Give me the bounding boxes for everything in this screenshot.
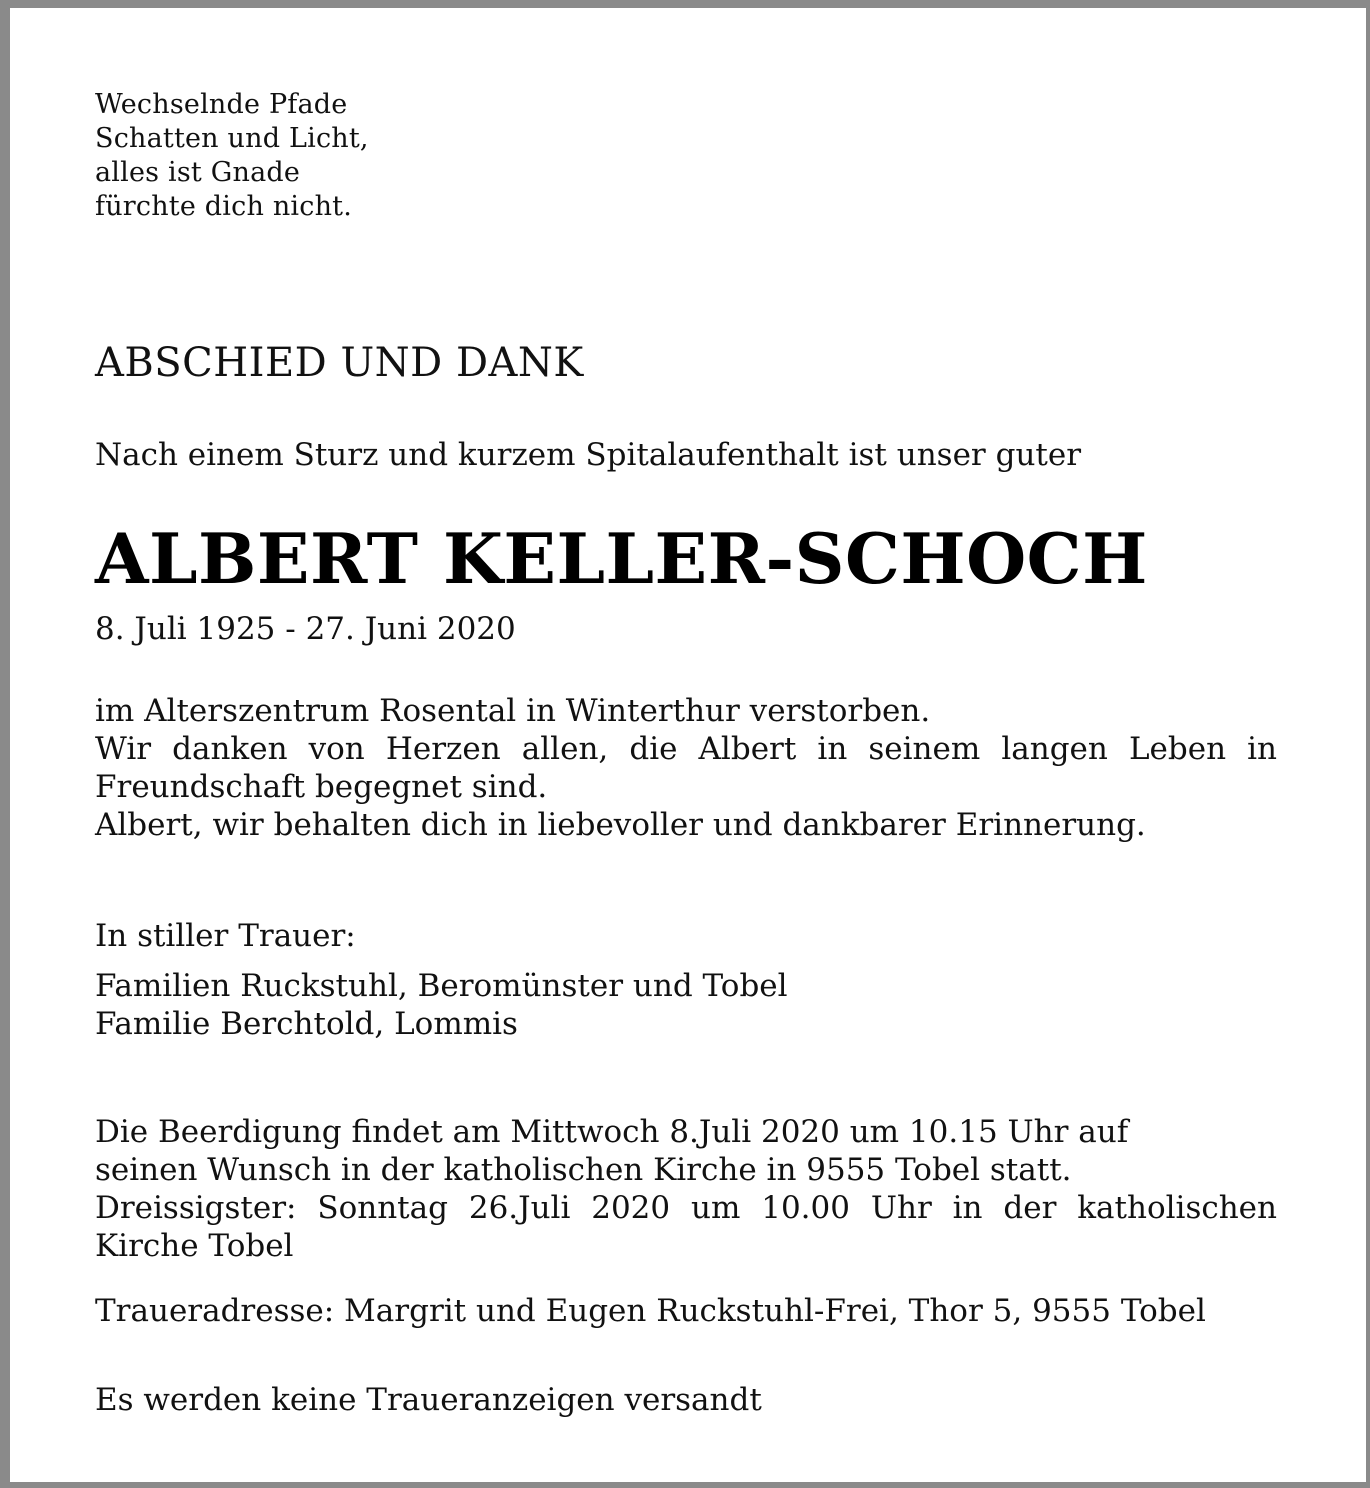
paragraph-line: im Alterszentrum Rosental in Winterthur verstorben. — [95, 693, 931, 729]
mourning-address: Traueradresse: Margrit und Eugen Ruckstuhl-Frei, Thor 5, 9555 Tobel — [95, 1293, 1206, 1329]
death-paragraph — [95, 692, 1277, 844]
poem-line: alles ist Gnade — [95, 157, 301, 188]
poem-line: fürchte dich nicht. — [95, 191, 352, 222]
poem-line: Wechselnde Pfade — [95, 89, 348, 120]
farewell-heading: ABSCHIED UND DANK — [95, 340, 584, 386]
families-list — [95, 967, 1277, 1043]
paragraph-line: seinen Wunsch in der katholischen Kirche in 9555 Tobel statt. — [95, 1152, 1072, 1188]
paragraph-line: Wir danken von Herzen allen, die Albert in seinem langen Leben in — [95, 731, 1277, 767]
paragraph-line: Albert, wir behalten dich in liebevoller und dankbarer Erinnerung. — [95, 807, 1146, 843]
paragraph-line: Die Beerdigung findet am Mittwoch 8.Juli 2020 um 10.15 Uhr auf — [95, 1114, 1129, 1150]
paragraph-line: Kirche Tobel — [95, 1228, 294, 1264]
paragraph-line: Dreissigster: Sonntag 26.Juli 2020 um 10.00 Uhr in der katholischen — [95, 1190, 1277, 1226]
intro-text: Nach einem Sturz und kurzem Spitalaufenthalt ist unser guter — [95, 437, 1082, 473]
mourning-label: In stiller Trauer: — [95, 918, 356, 954]
funeral-paragraph — [95, 1113, 1277, 1265]
poem-line: Schatten und Licht, — [95, 123, 369, 154]
deceased-name: ALBERT KELLER-SCHOCH — [95, 519, 1148, 600]
life-dates: 8. Juli 1925 - 27. Juni 2020 — [95, 611, 516, 647]
paragraph-line: Freundschaft begegnet sind. — [95, 769, 548, 805]
poem — [95, 88, 369, 224]
closing-note: Es werden keine Traueranzeigen versandt — [95, 1382, 762, 1418]
family-line: Familien Ruckstuhl, Beromünster und Tobel — [95, 968, 788, 1004]
family-line: Familie Berchtold, Lommis — [95, 1006, 518, 1042]
